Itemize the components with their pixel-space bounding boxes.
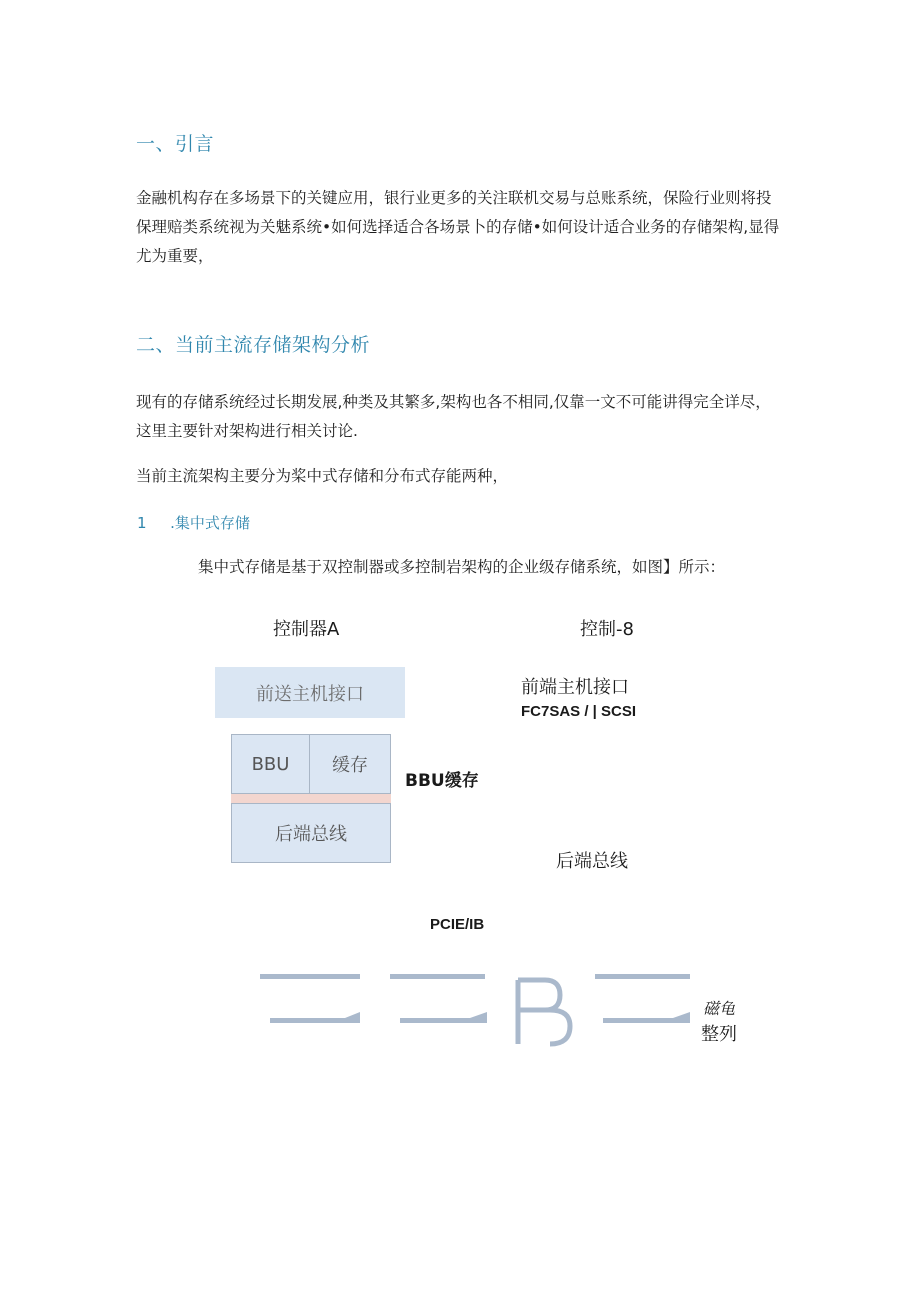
subsection-number: 1 bbox=[137, 514, 147, 532]
section-heading-intro: 一、引言 bbox=[136, 133, 215, 155]
paragraph-architecture-2: 当前主流架构主要分为桨中式存储和分布式存能两种， bbox=[136, 467, 509, 485]
interconnect-bar bbox=[231, 794, 391, 803]
protocols-label: FC7SAS / | SCSI bbox=[521, 703, 637, 720]
front-host-interface-box-label: 前送主机接口 bbox=[256, 683, 364, 705]
backend-bus-label: 后端总线 bbox=[556, 851, 628, 872]
disk-stroke bbox=[595, 974, 690, 979]
paragraph-intro: 金融机构存在多场景下的关键应用，银行业更多的关注联机交易与总账系统，保险行业则将投保理赔类系统视为关魅系统•如何选择适合各场景卜的存储•如何设计适合业务的存储架构,显得尤为重要， bbox=[136, 189, 780, 265]
backend-bus-box-label: 后端总线 bbox=[275, 824, 347, 845]
disk-stroke bbox=[518, 1010, 570, 1044]
disk-array-graphic bbox=[255, 968, 705, 1048]
controller-a-label: 控制器A bbox=[273, 619, 340, 640]
pcie-ib-label: PCIE/IB bbox=[430, 916, 485, 933]
disk-stroke bbox=[270, 1012, 360, 1023]
subsection-title: .集中式存储 bbox=[170, 514, 250, 532]
section-heading-architecture: 二、当前主流存储架构分析 bbox=[136, 334, 371, 356]
disk-stroke bbox=[260, 974, 360, 979]
disk-stroke bbox=[518, 980, 560, 1010]
paragraph-centralized: 集中式存储是基于双控制器或多控制岩架构的企业级存储系统，如图】所示： bbox=[198, 558, 726, 576]
bbu-box-label: BBU bbox=[251, 753, 290, 775]
disk-label-line1: 磁龟 bbox=[703, 999, 736, 1018]
bbu-box bbox=[231, 734, 310, 794]
bbu-cache-label: BBU缓存 bbox=[405, 771, 479, 791]
paragraph-architecture-1: 现有的存储系统经过长期发展,种类及其繁多,架构也各不相同,仅靠一文不可能讲得完全详尽，这里主要针对架构进行相关讨论. bbox=[136, 393, 771, 440]
cache-box-label: 缓存 bbox=[332, 755, 368, 776]
front-host-interface-label: 前端主机接口 bbox=[521, 677, 629, 698]
controller-b-label: 控制-8 bbox=[580, 619, 634, 640]
front-host-interface-box bbox=[215, 667, 405, 718]
subsection-heading bbox=[137, 512, 250, 533]
cache-box bbox=[309, 734, 391, 794]
backend-bus-box bbox=[231, 803, 391, 863]
disk-label-line2: 整列 bbox=[701, 1024, 737, 1045]
disk-stroke bbox=[603, 1012, 690, 1023]
disk-stroke bbox=[390, 974, 485, 979]
disk-stroke bbox=[400, 1012, 487, 1023]
